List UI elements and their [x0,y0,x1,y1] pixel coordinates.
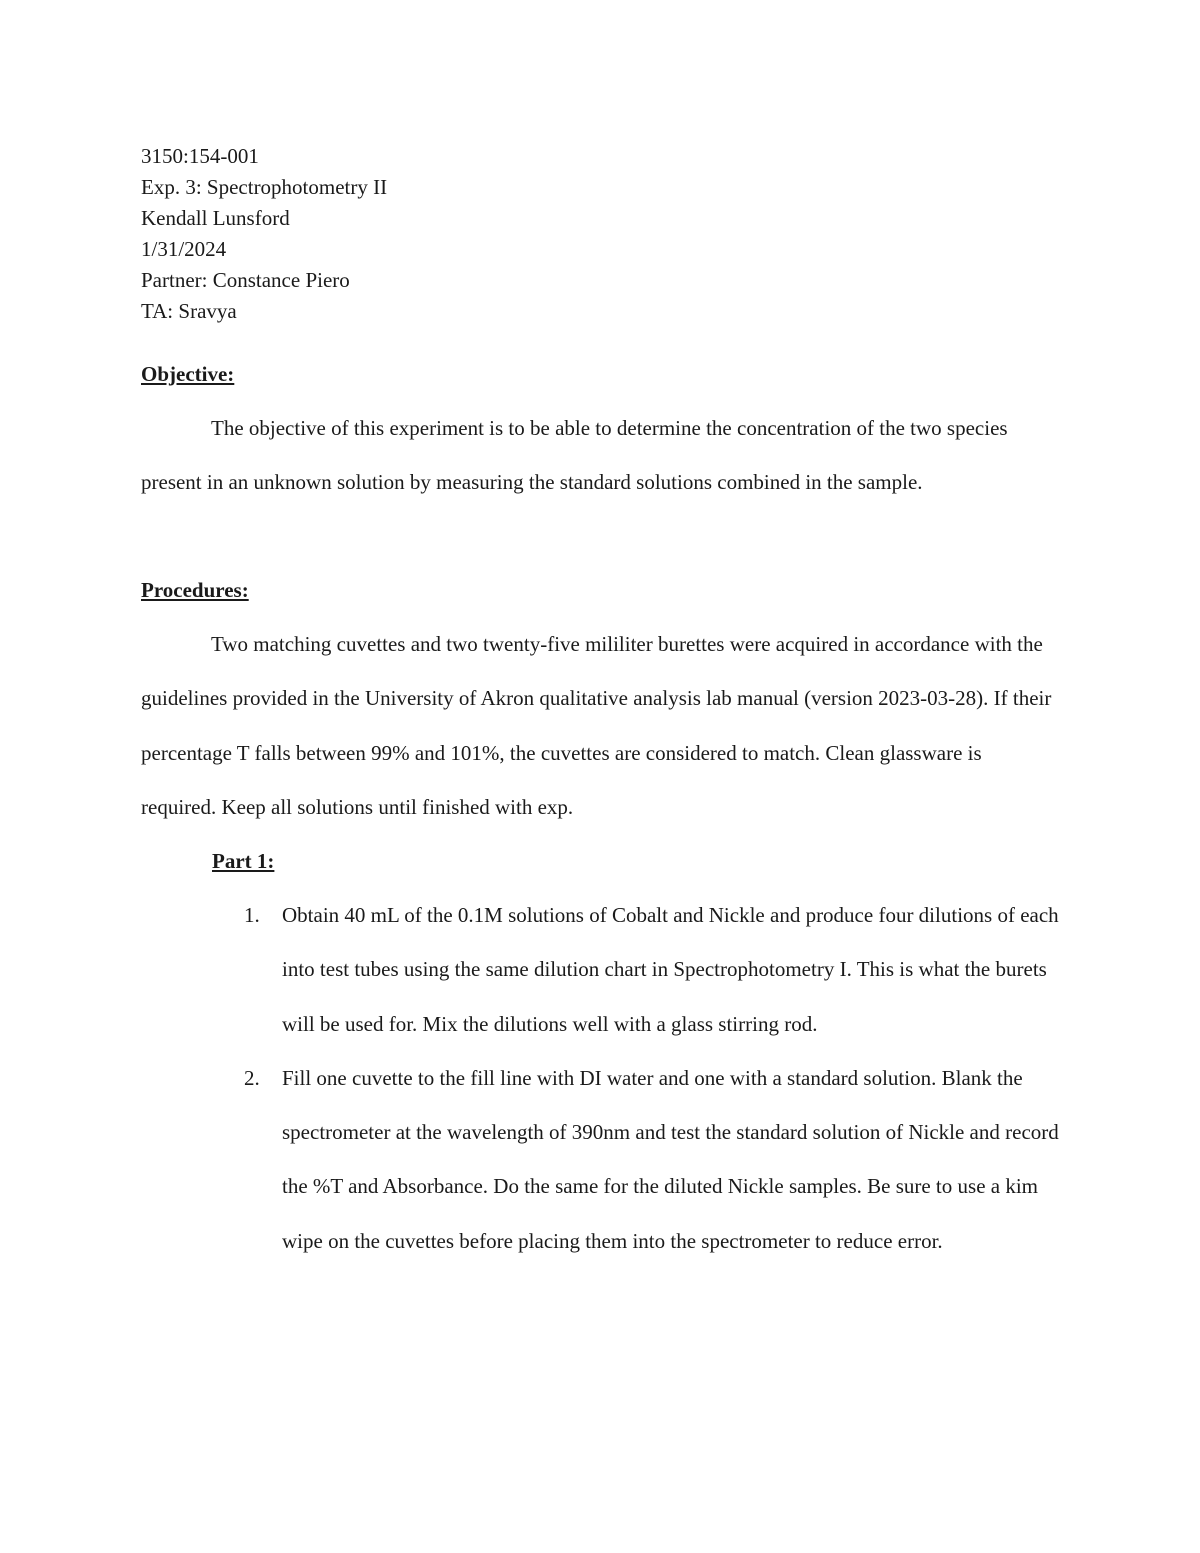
procedures-paragraph: Two matching cuvettes and two twenty-five mililiter burettes were acquired in accordance with the guidelines provided in the University of Akron qualitative analysis lab manual (version 2023-03-28). If their percentage T falls between 99% and 101%, the cuvettes are considered to match. Clean glassware is required. Keep all solutions until finished with exp. [141,632,1052,819]
step-number: 2. [244,1065,260,1090]
experiment-title: Exp. 3: Spectrophotometry II [141,175,388,199]
document-header [141,141,387,327]
procedures-heading: Procedures: [141,578,249,602]
course-number: 3150:154-001 [141,144,259,168]
objective-heading: Objective: [141,362,235,386]
partner-name: Partner: Constance Piero [141,268,350,292]
part1-heading: Part 1: [212,849,275,873]
ta-name: TA: Sravya [141,299,237,323]
objective-paragraph: The objective of this experiment is to be able to determine the concentration of the two species present in an unknown solution by measuring the standard solutions combined in the sample. [141,416,1008,495]
author-name: Kendall Lunsford [141,206,290,230]
step-text: Obtain 40 mL of the 0.1M solutions of Cobalt and Nickle and produce four dilutions of each into test tubes using the same dilution chart in Spectrophotometry I. This is what the burets will be used for. Mix the dilutions well with a glass stirring rod. [282,903,1059,1036]
step-number: 1. [244,903,260,927]
list-item [212,1051,1062,1268]
step-text: Fill one cuvette to the fill line with DI water and one with a standard solution. Blank the spectrometer at the wavelength of 390nm and test the standard solution of Nickle and record the %T and Absorbance. Do the same for the diluted Nickle samples. Be sure to use a kim wipe on the cuvettes before placing them into the spectrometer to reduce error. [282,1065,1059,1253]
list-item [212,888,1062,1051]
report-date: 1/31/2024 [141,237,227,261]
part1-steps-list [212,888,1062,1268]
